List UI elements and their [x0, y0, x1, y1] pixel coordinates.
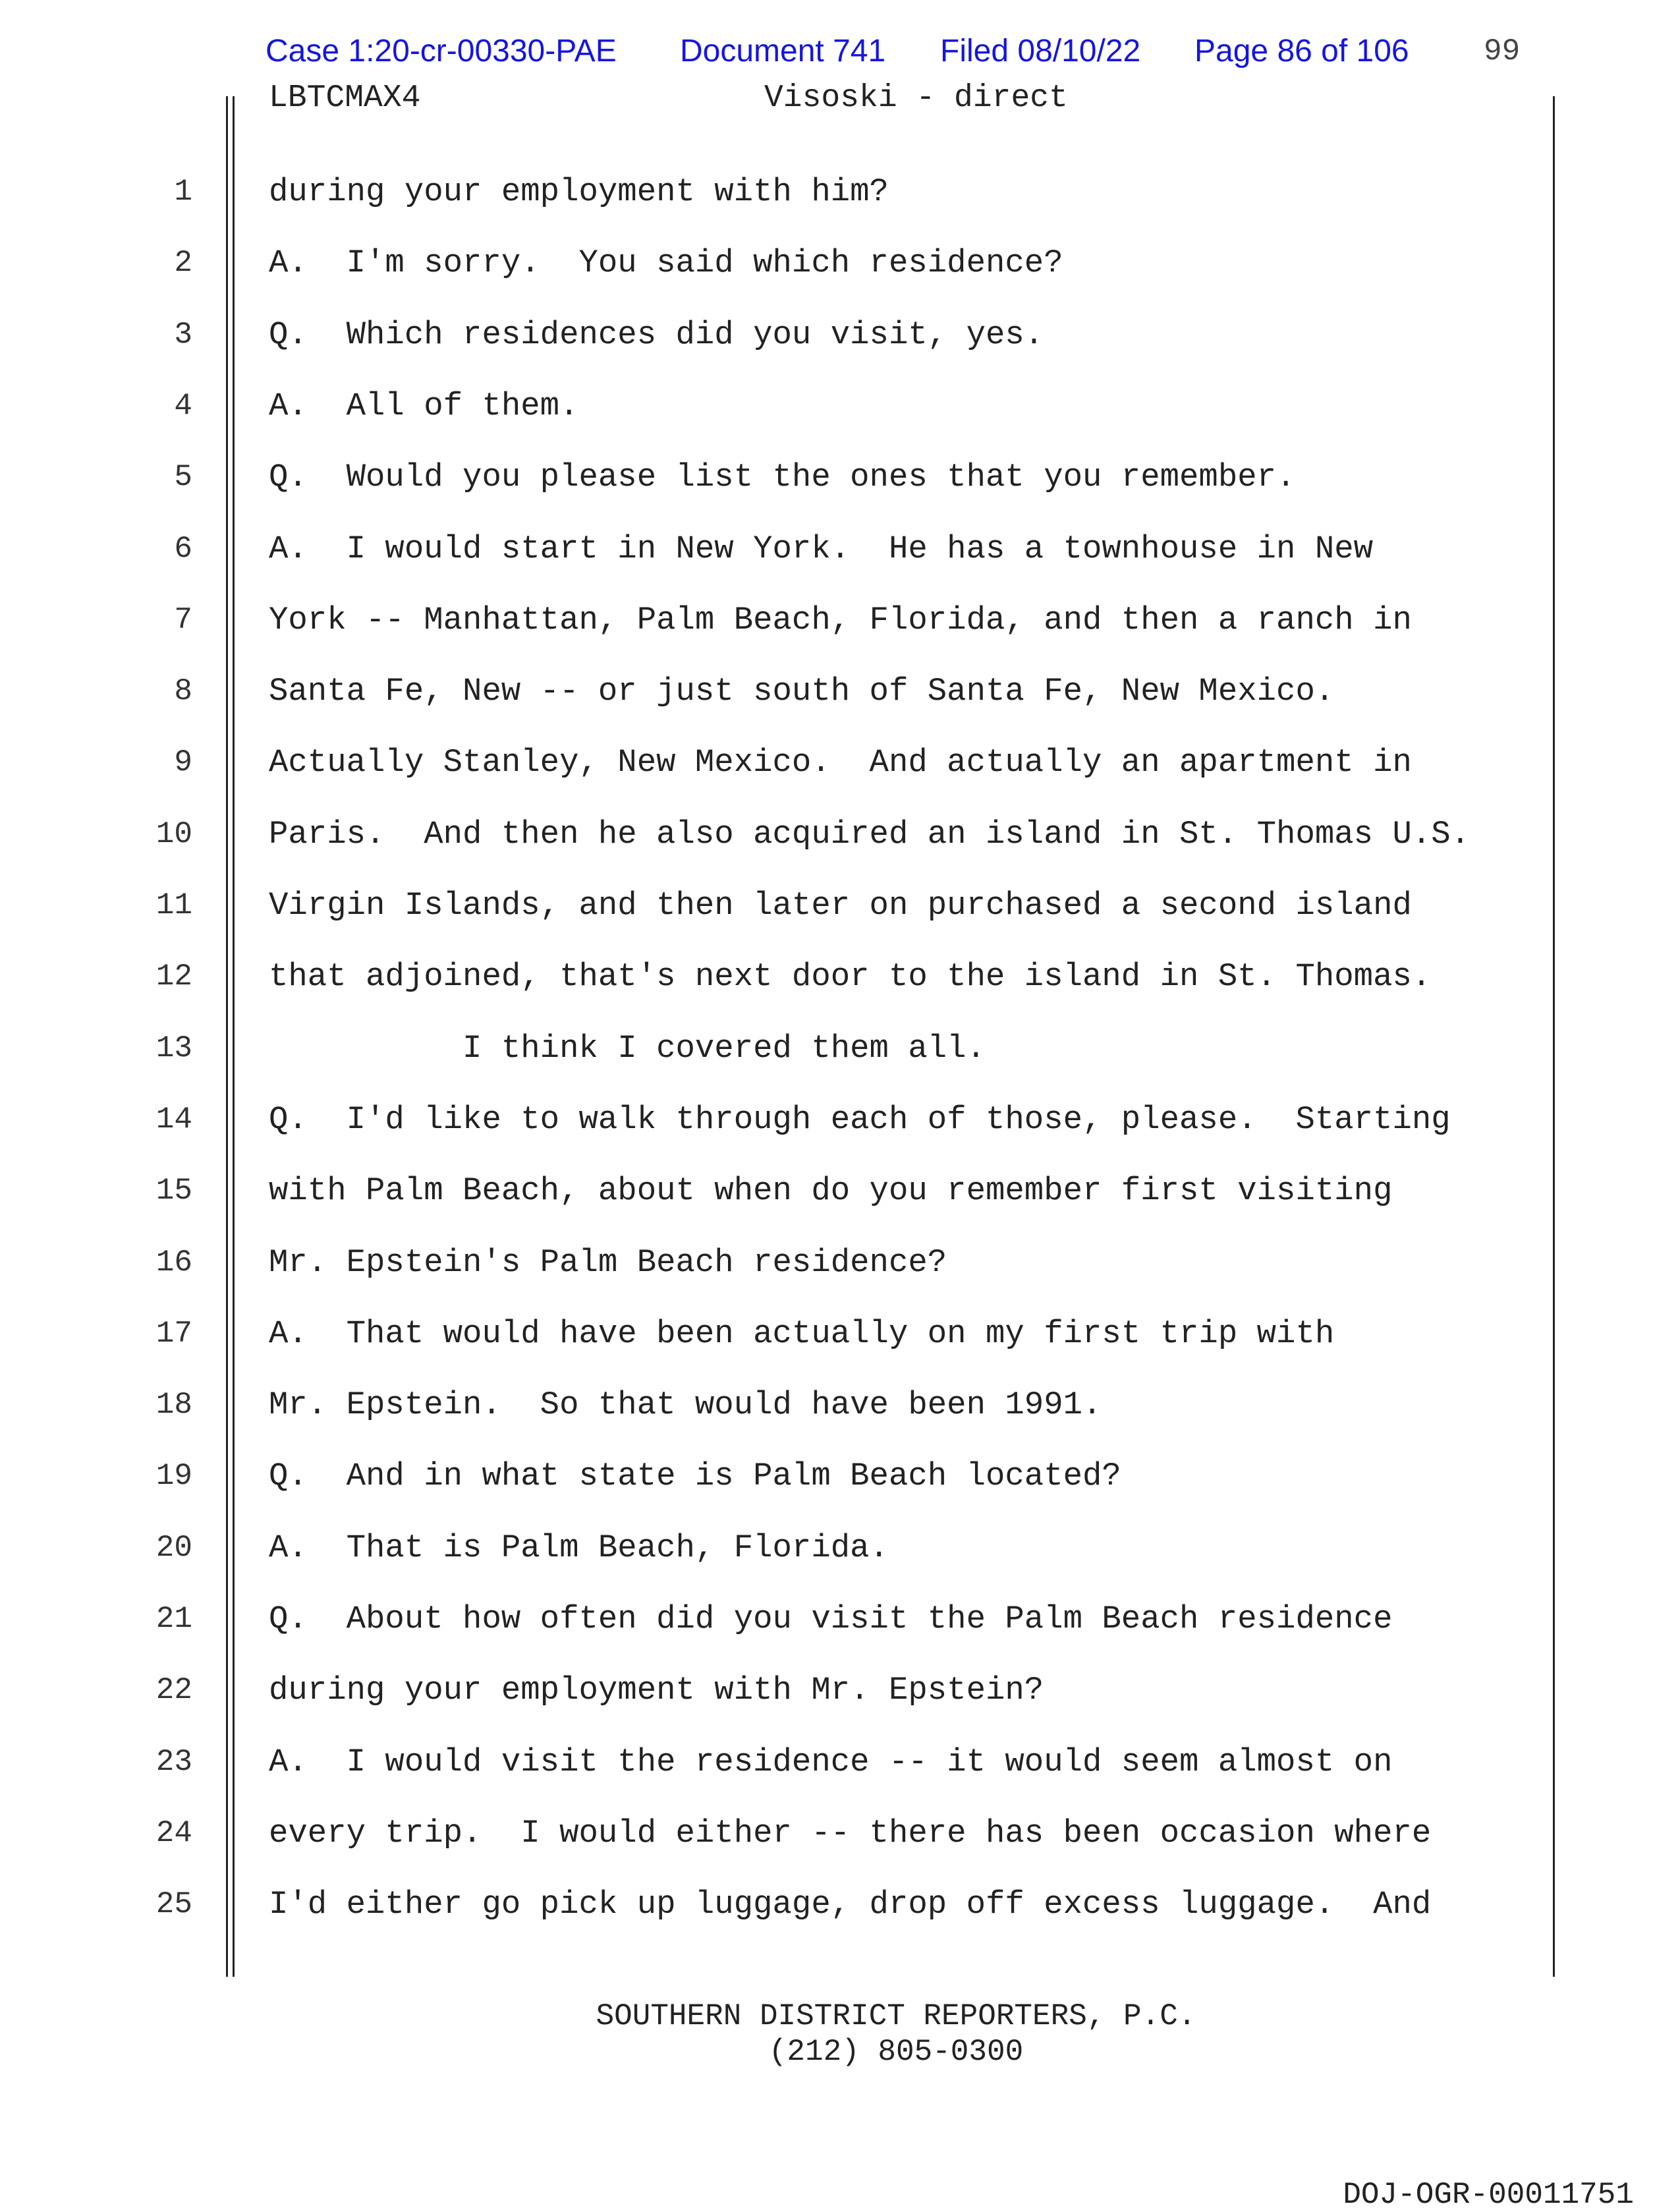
transcript-line: during your employment with him? — [269, 173, 889, 210]
header-section: Visoski - direct — [764, 80, 1068, 116]
line-number: 15 — [155, 1174, 192, 1208]
case-number: Case 1:20-cr-00330-PAE — [266, 34, 617, 69]
left-margin-rule-inner — [233, 96, 235, 1977]
transcript-line: Virgin Islands, and then later on purchased a second island — [269, 887, 1412, 924]
line-number: 16 — [155, 1245, 192, 1280]
line-number: 3 — [174, 317, 192, 352]
line-number: 13 — [155, 1031, 192, 1065]
transcript-line: A. That is Palm Beach, Florida. — [269, 1529, 889, 1566]
line-number: 9 — [174, 745, 192, 780]
right-margin-rule — [1553, 96, 1555, 1977]
transcript-line: every trip. I would either -- there has been occasion where — [269, 1814, 1432, 1852]
transcript-line: Mr. Epstein's Palm Beach residence? — [269, 1243, 947, 1281]
line-number: 10 — [155, 816, 192, 851]
transcript-line: York -- Manhattan, Palm Beach, Florida, and then a ranch in — [269, 601, 1412, 638]
transcript-page-number: 99 — [1484, 34, 1521, 69]
line-number: 25 — [155, 1887, 192, 1922]
transcript-line: I think I covered them all. — [269, 1029, 986, 1067]
line-number: 23 — [155, 1744, 192, 1779]
transcript-line: A. That would have been actually on my first trip with — [269, 1315, 1335, 1352]
line-number: 6 — [174, 531, 192, 566]
transcript-line: I'd either go pick up luggage, drop off excess luggage. And — [269, 1886, 1432, 1923]
line-number: 17 — [155, 1316, 192, 1351]
document-number: Document 741 — [680, 34, 886, 69]
line-number: 24 — [155, 1815, 192, 1850]
transcript-line: A. All of them. — [269, 387, 579, 424]
line-number: 20 — [155, 1530, 192, 1565]
transcript-line: Paris. And then he also acquired an island in St. Thomas U.S. — [269, 815, 1470, 853]
transcript-line: Q. Would you please list the ones that you remember. — [269, 459, 1296, 496]
reporter-name: SOUTHERN DISTRICT REPORTERS, P.C. — [596, 1999, 1196, 2033]
line-number: 22 — [155, 1673, 192, 1708]
line-number: 19 — [155, 1459, 192, 1494]
transcript-line: Mr. Epstein. So that would have been 1991. — [269, 1386, 1102, 1424]
filed-date: Filed 08/10/22 — [940, 34, 1141, 69]
line-number: 18 — [155, 1388, 192, 1423]
left-margin-rule-outer — [226, 96, 228, 1977]
transcript-line: A. I would visit the residence -- it would seem almost on — [269, 1743, 1393, 1780]
line-number: 14 — [155, 1102, 192, 1137]
transcript-line: A. I'm sorry. You said which residence? — [269, 244, 1063, 282]
reporter-phone: (212) 805-0300 — [768, 2035, 1024, 2069]
line-number: 5 — [174, 460, 192, 495]
line-number: 21 — [155, 1602, 192, 1636]
line-number: 4 — [174, 388, 192, 423]
line-number: 12 — [155, 959, 192, 994]
transcript-line: Q. About how often did you visit the Palm Beach residence — [269, 1601, 1393, 1637]
page-of-total: Page 86 of 106 — [1194, 34, 1409, 69]
transcript-line: Q. I'd like to walk through each of those, please. Starting — [269, 1100, 1451, 1138]
line-number: 2 — [174, 246, 192, 281]
bates-number: DOJ-OGR-00011751 — [1343, 2178, 1634, 2212]
transcript-line: that adjoined, that's next door to the island in St. Thomas. — [269, 958, 1432, 996]
line-number: 1 — [174, 175, 192, 209]
transcript-line: during your employment with Mr. Epstein? — [269, 1672, 1044, 1709]
transcript-line: A. I would start in New York. He has a townhouse in New — [269, 530, 1374, 567]
header-code: LBTCMAX4 — [269, 80, 421, 116]
line-number: 8 — [174, 674, 192, 709]
transcript-line: Santa Fe, New -- or just south of Santa Fe, New Mexico. — [269, 673, 1335, 710]
line-number: 11 — [155, 888, 192, 922]
line-number: 7 — [174, 602, 192, 637]
transcript-line: Actually Stanley, New Mexico. And actually an apartment in — [269, 744, 1412, 781]
transcript-line: Q. And in what state is Palm Beach located? — [269, 1458, 1121, 1495]
transcript-line: Q. Which residences did you visit, yes. — [269, 316, 1044, 353]
transcript-line: with Palm Beach, about when do you remember first visiting — [269, 1172, 1393, 1210]
